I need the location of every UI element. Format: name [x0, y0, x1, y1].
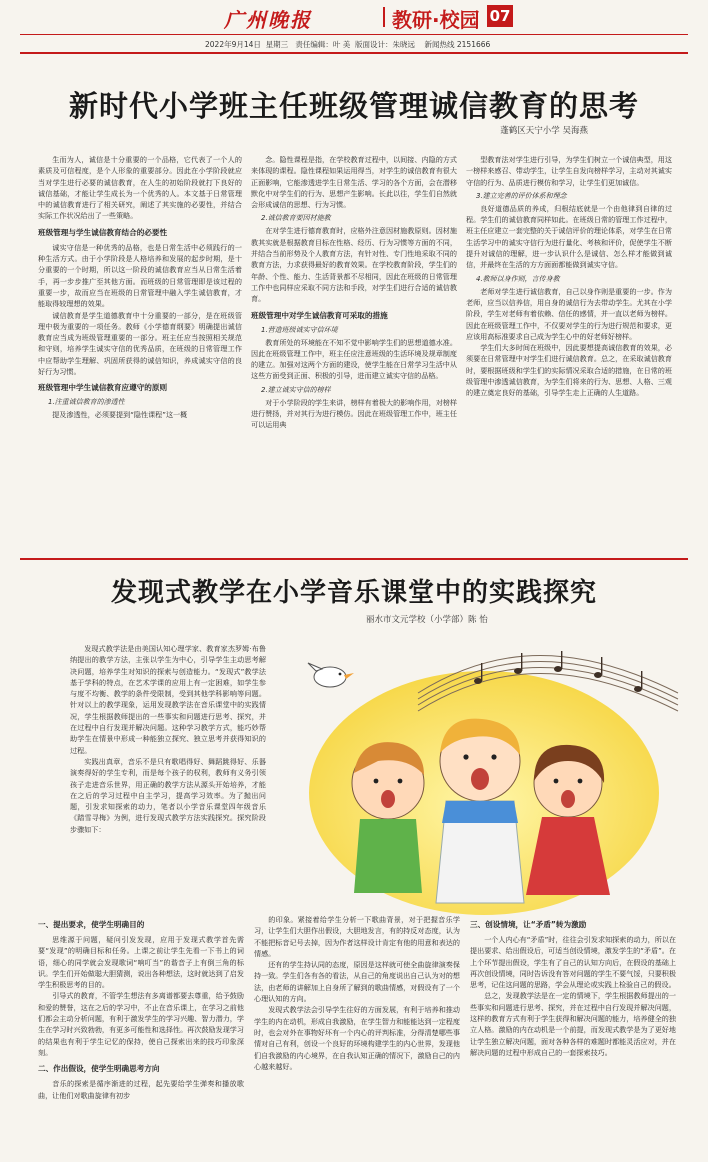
article-1-column-1: [38, 154, 242, 552]
paragraph: 的印象。紧接着给学生分析一下歌曲背景，对于把握音乐学习，让学生们大胆作出假设，大胆地发言，有的持反对态度，认为不能把标音记号去掉，因为作者这样设计肯定有他的用意和表达的情感。: [254, 915, 460, 958]
subsection-heading: 2.诚信教育要因材施教: [261, 214, 331, 223]
paragraph: 对于小学阶段的学生来讲，榜样有着极大的影响作用，对榜样进行赞扬，并对其行为进行模仿。因此在班级管理工作中，班主任可以运用典: [251, 397, 457, 430]
newspaper-name: 广州晚报: [224, 8, 312, 32]
paragraph: 教育所处的环境能在不知不觉中影响学生们的思想道德水准。因此在班级管理工作中，班主任应注意班级的生活环境及规章制度的建立。加强对这两个方面的建设，使学生能在日常学习生活中从这些方面受到正面、积极的引导，进而建立诚实守信的品格。: [251, 337, 457, 381]
paragraph: 诚实守信是一种优秀的品格，也是日常生活中必须践行的一种生活方式。由于小学阶段是人格培养和发展的起步时期，是十分重要的一个时期，所以这一阶段的诚信教育应当从日常生活着手，再一步步推广至其他方面。而班级的日常管理即是该过程的重要一步，故而应当在班级的日常管理中融入学生诚信教育，才能取得较理想的效果。: [38, 242, 242, 309]
article-2-byline: 丽水市文元学校（小学部）陈 怡: [366, 615, 488, 625]
paragraph: 诚信教育是学生道德教育中十分重要的一部分，是在班级管理中极为重要的一项任务。教师《小学德育纲要》明确提出诚信教育应当成为班级管理重要的一部分。班主任应当按照相关规范和守则，培养学生诚实守信的优秀品质，在班级的日常管理工作中应帮助学生理解、巩固所获得的诚信知识，养成诚实守信的良好行为习惯。: [38, 310, 242, 377]
section-heading: 一、提出要求，使学生明确目的: [38, 920, 145, 929]
paragraph: 音乐的探索是循序渐进的过程，起先要给学生弹奏和播放歌曲，让他们对歌曲旋律有初步: [38, 1079, 244, 1100]
article-separator: [20, 558, 688, 560]
paragraph: 提及渗透性，必须要提到“隐性课程”这一概: [52, 410, 188, 420]
header-rule-bottom: [20, 52, 688, 54]
section-heading: 三、创设情境，让“矛盾”转为激励: [470, 920, 587, 929]
paragraph: 念。隐性课程是指，在学校教育过程中，以间接、内隐的方式来体现的课程。隐性课程如果运用得当，对学生的诚信教育有很大正面影响，它能渗透进学生日常生活、学习的各个方面，会在潜移默化中对学生们的行为、思想产生影响。长此以往，学生们自然就会形成诚信的思想、行为习惯。: [251, 155, 457, 210]
paragraph: 生而为人，诚信是十分重要的一个品格，它代表了一个人的素质及可信程度，是个人形象的重要部分。因此在小学阶段就应当对学生进行必要的诚信教育，在人生的初始阶段就打下良好的诚信基础，才能让学生成长为一个优秀的人。本文基于日常管理中的诚信教育进行了相关研究，阐述了其实施的必要性，并结合实际工作状况给出了一些策略。: [38, 155, 242, 221]
paragraph: 总之，发现教学法是在一定的情境下，学生根据教师提出的一些事实和问题进行思考、探究，并在过程中自行发现并解决问题，这样的教育方式有利于学生获得和解决问题的能力，培养健全的独立人格。激励的内在动机是一个前提，而发现式教学是为了更好地让学生独立解决问题，面对各种各样的难题时都能灵活应对，并在解决问题的过程中形成自己的一套探索技巧。: [470, 991, 676, 1057]
article-1-byline: 蓬鹤区天宁小学 吴海燕: [500, 126, 588, 136]
subsection-heading: 3.建立完善的评价体系和理念: [476, 191, 567, 200]
paragraph: 还有的学生持认同的态度，原因是这样就可使全曲旋律演奏保持一致。学生们各有各的看法，从自己的角度说出自己认为对的想法，由老师的讲解加上自身所了解到的歌曲情感，对假设有了一个心理认知的方向。: [254, 960, 460, 1004]
paragraph: 型教育法对学生进行引导，为学生们树立一个诚信典型，用这一榜样来感召、带动学生，让学生自发向榜样学习，主动对其诚实守信的行为、品质进行模仿和学习，让学生们更加诚信。: [466, 155, 672, 187]
article-2-column-3: [470, 914, 676, 1154]
masthead-divider: [383, 7, 385, 27]
paragraph: 思维源于问题，疑问引发发现，应用于发现式教学首先需要“发现”的明确目标和任务。上课之前让学生先看一下书上的词语，细心的同学就会发现歌词“响叮当”的谐音子上有倒三角的标识。学生们开始做聪大胆猜测，说出各种想法，这时就达到了启发学生积极思考的目的。: [38, 935, 244, 990]
subsection-heading: 1.营造班级诚实守信环境: [261, 325, 338, 334]
header-rule: [20, 34, 688, 35]
paragraph: 发现式教学法会引导学生往好的方面发展，有利于培养和推动学生的内在动机，形成自我激励，在学生智力和能能达到一定程度时，也会对外在事物好坏有一个内心的评判标准，分得清楚哪些事情对自己有利，创设一个良好的环境构建学生的内心世界，发现他们自我激励的内心境界，在自我认知正确的情况下，激励自己的内心越来越好。: [254, 1005, 460, 1071]
section-heading: 二、作出假设，使学生明确思考方向: [38, 1064, 160, 1074]
paragraph: 引导式的教育，不管学生想法有多离谱都要去尊重，给予鼓励和爱的赞誉，这在之后的学习中，不止在音乐课上，在学习之前他们都会主动分析问题，有利于激发学生的学习兴趣、智力潜力，学生在学习时兴致勃勃，有更多可能性和选择性。再次鼓励发现学习的结果也有利于学生记忆的保持，使自己探索出来的技巧印象深刻。: [38, 991, 244, 1057]
paragraph: 老师对学生进行诚信教育，自己以身作则是重要的一步。作为老师，应当以信养信，用自身的诚信行为去带动学生。尤其在小学阶段，学生对老师有着依赖、信任的感情，并一直以老师为榜样。因此在班级管理工作中，不仅要对学生的行为进行规范和要求，更应该用高标准要求自己成为学生心中的好老师好榜样。: [466, 286, 672, 341]
paragraph: 在对学生进行德育教育时，应格外注意因材施教原则。因材施教其实就是根据教育目标在性格、经历、行为习惯等方面的不同，并结合当前形势及个人教育方法，有针对性、专门性地采取不同的教育方法，力求获得最好的教育效果。在学校教育阶段，学生们的年龄、个性、能力、生活背景都不尽相同，因此在班级的日常管理工作中也同样应采取不同方法和手段，对学生们进行合适的诚信教育。: [251, 226, 457, 304]
section-heading: 班级管理中学生诚信教育应遵守的原则: [38, 383, 168, 393]
article-1-column-3: [466, 154, 672, 552]
article-2-intro-column: [70, 643, 266, 911]
paragraph: 良好道德品质的养成，归根结底就是一个由他律到自律的过程。学生们的诚信教育同样如此。在班级日常的管理工作过程中，班主任应建立一套完整的关于诚信评价的理论体系，对学生在日常生活学习中的诚实守信行为进行量化、考核和评价，促使学生不断提升对诚信的理解，进一步认识什么是诚信、怎么样才能做到诚信，并最终在生活的方方面面都能做到诚实守信。: [466, 203, 672, 270]
section-heading: 班级管理中对学生诚信教育可采取的措施: [251, 310, 388, 320]
singing-children-illustration: [268, 633, 694, 915]
paragraph: 实践出真章，音乐不是只有歌唱得好、舞蹈跳得好、乐器演奏得好的学生专利，而是每个孩子的权利，教师有义务引领孩子走进音乐世界，用正确的教学方法从源头开始培养，才能在之后的学习过程中自主学习，提高学习效率。为了抛出问题，引发求知探索的动力，笔者以小学音乐课堂四年级音乐《踏雪寻梅》为例，进行发现式教学方法实践探究。探究阶段步骤如下：: [70, 756, 266, 834]
page-number-badge: 07: [487, 5, 513, 27]
article-2-title: 发现式教学在小学音乐课堂中的实践探究: [110, 578, 597, 608]
paragraph: 发现式教学法是由美国认知心理学家、教育家杰罗姆·布鲁纳提出的教学方法，主张以学生为中心，引导学生主动思考解决问题，培养学生对知识的探索与创造能力。“发现式”教学法基于学科的特点，在艺术学课的应用上有一定困难，如学生参与度不均衡、教学的条件受限制，受到其他学科影响等问题。针对以上的教学现象，运用发现教学法在音乐课堂中的实践情况，学生根据教师提出的一些事实和问题进行思考、探究，并在过程中自行发现并解决问题。这种学习教学方式，能巧妙帮助学生在情景中形成一种能独立探究、独立思考并获得知识的过程。: [70, 644, 266, 755]
subsection-heading: 1.注重诚信教育的渗透性: [48, 398, 125, 407]
article-2-column-2: [254, 914, 460, 1154]
subsection-heading: 4.教师以身作则，言传身教: [476, 274, 560, 283]
article-1-title: 新时代小学班主任班级管理诚信教育的思考: [68, 89, 639, 123]
section-name: 教研·校园: [392, 8, 480, 32]
masthead: [0, 0, 708, 32]
issue-info-line: 2022年9月14日 星期三 责任编辑：叶 美 版面设计：朱晓远 新闻热线 2151666: [205, 40, 491, 49]
article-2-column-1: [38, 914, 244, 1154]
paragraph: 学生们大多时间在班级中，因此要想提高诚信教育的效果，必须要在日常管理中对学生们进行诚信教育。总之，在采取诚信教育时，要根据班级和学生们的实际情况采取合适的措施，在日常的班级管理中渗透诚信教育，为学生们将来的行为、思想、人格、三观的建立奠定良好的基础，引导学生走上正确的人生道路。: [466, 343, 672, 398]
subsection-heading: 2.建立诚实守信的榜样: [261, 385, 331, 394]
paragraph: 一个人内心有“矛盾”时，往往会引发求知探索的动力，所以在提出要求、给出假设后，可适当创设情境，激发学生的“矛盾”。在上个环节提出假设，学生有了自己的认知方向后，在假设的基础上再次创设情境，同时告诉没有答对问题的学生不要气馁，只要积极思考，记住这问题的思路，学会从理论或实践上检验自己的假设。: [470, 935, 676, 990]
section-heading: 班级管理与学生诚信教育结合的必要性: [38, 227, 168, 237]
article-1-column-2: [251, 154, 457, 552]
